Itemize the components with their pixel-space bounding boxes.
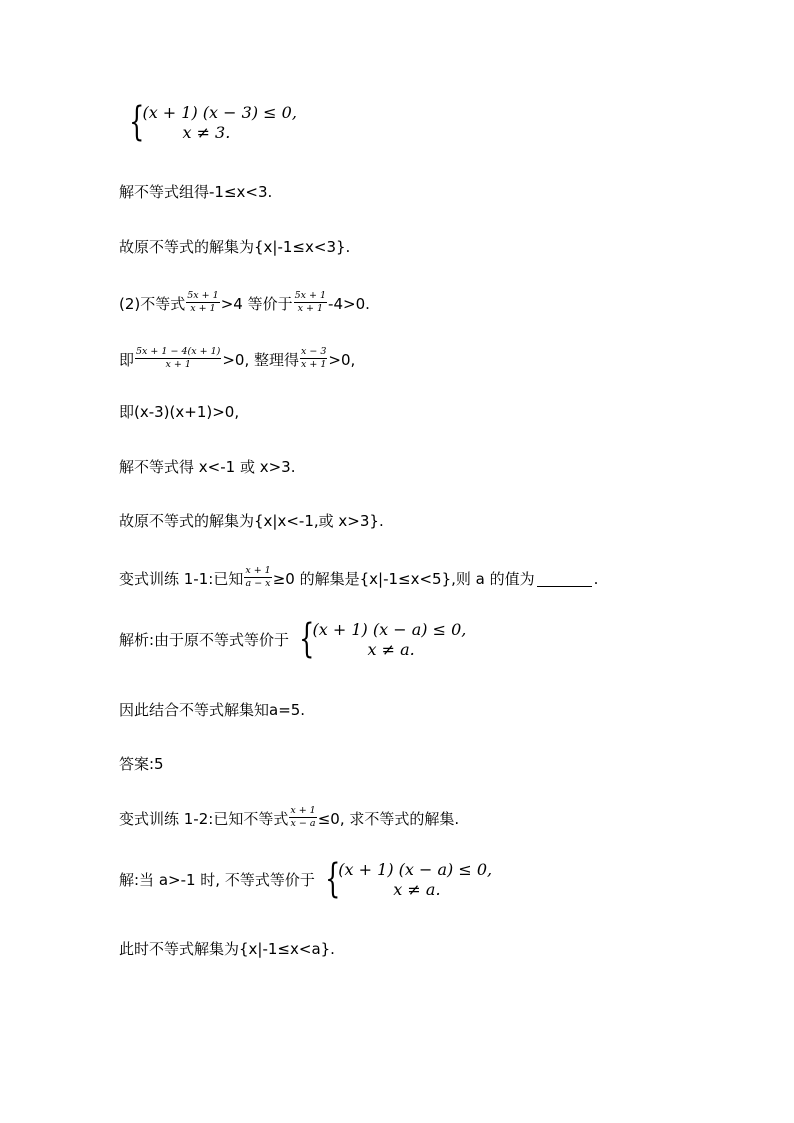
fraction-denominator: x + 1 (300, 358, 327, 370)
system-row-1: (x + 1) (x − 3) ≤ 0, (142, 103, 297, 122)
text-line-5: 即(x-3)(x+1)>0, (119, 403, 240, 421)
fraction-x3-over-x1 (300, 346, 327, 371)
fraction-x1-over-a-x (244, 565, 271, 590)
text-line-11: 答案:5 (119, 755, 164, 773)
left-brace: { (325, 856, 341, 902)
fraction-denominator: a − x (245, 577, 271, 589)
text-line-8 (119, 567, 598, 592)
text-line-6: 解不等式得 x<-1 或 x>3. (119, 458, 296, 476)
l3-post: -4>0. (328, 294, 370, 313)
system-row-2: x ≠ a. (393, 880, 441, 899)
l3-pre: (2)不等式 (119, 294, 186, 313)
text-line-9 (119, 616, 467, 662)
equation-system (289, 616, 467, 662)
fraction-denominator: x + 1 (190, 302, 216, 314)
l8-pre: 变式训练 1-1:已知 (119, 569, 244, 588)
fraction-numerator: 5x + 1 (187, 290, 219, 301)
fraction-numerator: 5x + 1 (294, 290, 327, 301)
l12-pre: 变式训练 1-2:已知不等式 (119, 809, 289, 828)
fraction-numerator: x − 3 (300, 346, 327, 357)
system-row-1: (x + 1) (x − a) ≤ 0, (338, 860, 493, 879)
l12-post: ≤0, 求不等式的解集. (317, 809, 460, 828)
fraction-numerator: x + 1 (245, 565, 271, 576)
fraction-5x1-over-x1 (186, 290, 219, 315)
l4-post: >0, (328, 350, 356, 369)
text-line-1: 解不等式组得-1≤x<3. (119, 183, 273, 201)
fraction-combined (135, 346, 221, 371)
equation-system (119, 99, 297, 145)
l8-mid: ≥0 的解集是{x|-1≤x<5},则 a 的值为 (272, 569, 535, 588)
fraction-x1-over-x-a (289, 805, 316, 830)
text-line-13 (119, 856, 493, 902)
system-row-2: x ≠ 3. (182, 123, 231, 142)
text-line-14: 此时不等式解集为{x|-1≤x<a}. (119, 940, 335, 958)
text-line-7: 故原不等式的解集为{x|x<-1,或 x>3}. (119, 512, 384, 530)
system-row-2: x ≠ a. (367, 640, 415, 659)
answer-blank (537, 572, 592, 587)
fraction-numerator: 5x + 1 − 4(x + 1) (136, 346, 221, 357)
l3-mid: >4 等价于 (220, 294, 293, 313)
equation-system (315, 856, 493, 902)
l4-pre: 即 (119, 350, 135, 369)
system-x-minus-3 (119, 99, 297, 145)
fraction-denominator: x − a (290, 817, 316, 829)
left-brace: { (129, 99, 145, 145)
system-rows (313, 620, 467, 660)
system-rows (142, 103, 296, 143)
text-line-4 (119, 348, 355, 373)
fraction-5x1-over-x1-b (294, 290, 327, 315)
l13-pre: 解:当 a>-1 时, 不等式等价于 (119, 870, 315, 889)
text-line-10: 因此结合不等式解集知a=5. (119, 701, 306, 719)
fraction-numerator: x + 1 (290, 805, 316, 816)
l8-post: . (593, 569, 599, 588)
l9-pre: 解析:由于原不等式等价于 (119, 630, 290, 649)
fraction-denominator: x + 1 (297, 302, 324, 314)
system-row-1: (x + 1) (x − a) ≤ 0, (312, 620, 467, 639)
left-brace: { (299, 616, 315, 662)
text-line-2: 故原不等式的解集为{x|-1≤x<3}. (119, 238, 351, 256)
l4-mid: >0, 整理得 (222, 350, 299, 369)
system-rows (338, 860, 492, 900)
text-line-3 (119, 292, 370, 317)
text-line-12 (119, 807, 459, 832)
fraction-denominator: x + 1 (165, 358, 191, 370)
